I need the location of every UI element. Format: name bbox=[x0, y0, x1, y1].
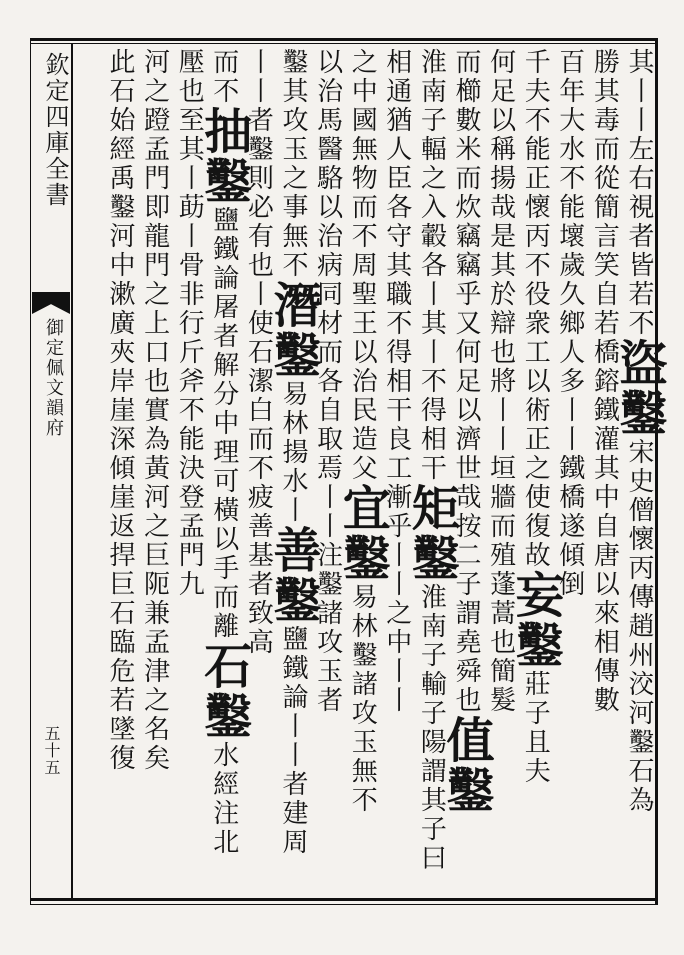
headword: 石鑿 bbox=[195, 641, 252, 741]
text-column bbox=[507, 48, 564, 894]
headword: 宜鑿 bbox=[334, 483, 391, 583]
text-segment: 淮南子輻之入轂各丨其丨不得相干 bbox=[416, 48, 447, 483]
text-segment: 莊子且夫 bbox=[520, 670, 551, 786]
text-segment: 橋鎔鐵灌其中自唐以來相傳數 bbox=[589, 338, 620, 715]
text-segment: 千夫不能正懷丙不役衆工以術正之使復故 bbox=[520, 48, 551, 570]
text-segment: 之中國無物而不周聖王以治民造父 bbox=[347, 48, 378, 483]
text-segment: 相通猶人臣各守其職不得相干 bbox=[381, 48, 412, 425]
text-segment: 淮南子輸子陽謂其子曰 bbox=[416, 583, 447, 873]
text-column bbox=[553, 48, 587, 894]
text-segment: 而不疲善基者致高 bbox=[243, 425, 274, 657]
text-column bbox=[403, 48, 460, 894]
text-segment: 丨使石潔白 bbox=[243, 280, 274, 425]
text-segment: 何足以稱揚哉是其於辯也將丨丨垣牆而殖蓬蒿也簡髮 bbox=[485, 48, 516, 715]
text-segment: 良工漸乎丨丨之中丨丨 bbox=[381, 425, 412, 715]
text-segment: 壓 bbox=[174, 48, 205, 77]
top-border-thin-rule bbox=[30, 43, 658, 44]
text-column bbox=[138, 48, 172, 894]
headword: 值鑿 bbox=[438, 715, 494, 815]
text-segment: 丨丨注鑿諸攻玉者 bbox=[312, 483, 343, 715]
text-column bbox=[311, 48, 345, 894]
text-column bbox=[265, 48, 321, 894]
text-segment: 勝其毒而從簡言笑自若 bbox=[589, 48, 620, 338]
book-title: 欽定四庫全書 bbox=[41, 52, 69, 208]
headword: 盜鑿 bbox=[611, 338, 667, 438]
text-segment: 易林揚水丨 bbox=[278, 380, 308, 525]
text-segment: 以治馬醫駱以治病同材而各自取焉 bbox=[312, 48, 343, 483]
text-segment: 鹽鐵論屠者解分中理可橫以手而離 bbox=[208, 206, 239, 641]
text-column bbox=[438, 48, 494, 894]
text-column bbox=[103, 48, 137, 894]
text-segment: 鹽鐵論丨丨者建周 bbox=[278, 625, 308, 857]
text-segment: 水經注北 bbox=[208, 741, 239, 857]
text-column bbox=[380, 48, 414, 894]
text-segment: 河之蹬孟門即龍門之上口也實為黃河之巨阨兼孟津之名矣 bbox=[139, 48, 170, 773]
text-segment: 此石始經禹鑿河中漱廣夾岸崖深傾崖返捍巨石臨危若墜復 bbox=[105, 48, 135, 773]
headword: 矩鑿 bbox=[403, 483, 460, 583]
text-column bbox=[587, 48, 621, 894]
text-segment: 易林鑿諸攻玉無不 bbox=[347, 583, 378, 815]
bottom-border-thin-rule bbox=[30, 904, 658, 905]
headword: 妄鑿 bbox=[507, 570, 564, 670]
text-column bbox=[195, 48, 252, 894]
series-title: 御定佩文韻府 bbox=[43, 318, 64, 438]
text-segment: 而櫛數米而炊竊竊乎又何足以濟世哉按二子謂堯舜也 bbox=[451, 48, 481, 715]
text-column bbox=[334, 48, 391, 894]
text-segment: 也至其丨莇丨骨非行斤斧不能決 bbox=[174, 77, 205, 483]
bottom-border-rule bbox=[30, 898, 658, 901]
text-segment: 其丨丨左右視者皆若不 bbox=[624, 48, 654, 338]
headword: 善鑿 bbox=[265, 525, 321, 625]
folio-number: 五十五 bbox=[42, 725, 61, 776]
text-segment: 宋史僧懷丙傳趙州洨河鑿石為 bbox=[624, 438, 654, 815]
text-column bbox=[172, 48, 206, 894]
text-column bbox=[611, 48, 667, 894]
headword: 潛鑿 bbox=[265, 280, 321, 380]
text-segment: 而不 bbox=[208, 48, 239, 106]
top-border-rule bbox=[30, 38, 658, 41]
text-segment: 登孟門九 bbox=[174, 483, 205, 599]
text-segment: 百年大水不能壞歲久鄉人多丨丨鐵橋遂傾倒 bbox=[554, 48, 585, 599]
text-segment: 丨丨者鑿則必有也 bbox=[243, 48, 274, 280]
headword: 抽鑿 bbox=[195, 106, 252, 206]
text-segment: 鑿其攻玉之事無不 bbox=[278, 48, 308, 280]
